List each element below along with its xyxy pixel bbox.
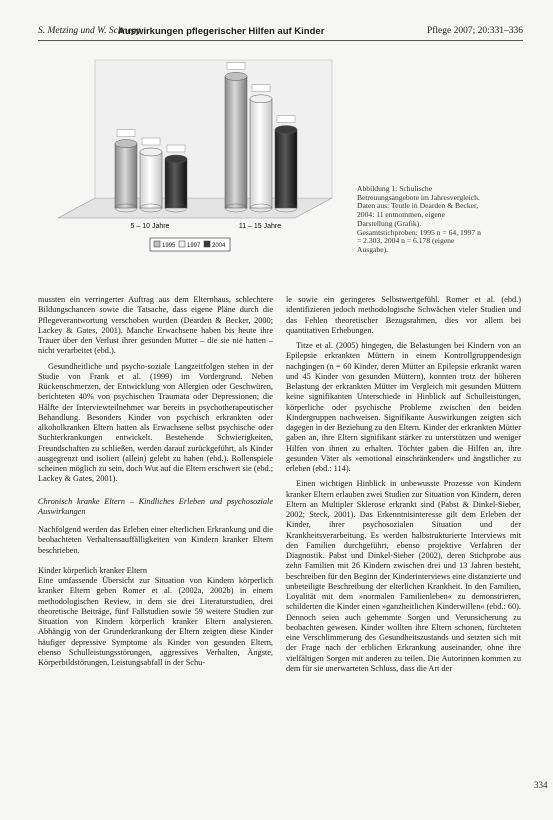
data-label-box <box>167 145 185 152</box>
paragraph: Gesundheitliche und psycho-soziale Langzeitfolgen stehen in der Studie von Frank et al. (1999) im Vordergrund. Neben Rückenschmerzen, der Entwicklung von Allergien oder Geschwüren, berichteten 40% von psychischen Traumata oder Depressionen; die Hälfte der Interviewteilnehmer war bereits in psychotherapeutischer Behandlung. Besonders Kinder von psychisch erkrankten oder alkoholkranken Eltern hatten als Erwachsene selbst psychische oder Suchterkrankungen entwickelt. Bestehende Schwierigkeiten, Freundschaften zu schließen, werden darauf zurückgeführt, als Kinder ausgegrenzt und isoliert (allein) gelebt zu haben (ebd.). Rollenspiele scheinen möglich zu sein, doch Wut auf die Eltern erschwert sie (ebd.; Lackey & Gates, 2001). <box>38 361 273 484</box>
bar-2004-2 <box>275 126 297 212</box>
data-label-box <box>277 116 295 123</box>
right-column <box>286 295 521 679</box>
paragraph: Nachfolgend werden das Erleben einer elterlichen Erkrankung und die beobachteten Verhaltensauffälligkeiten von Kindern kranker Eltern beschrieben. <box>38 525 273 555</box>
data-label-box <box>252 85 270 92</box>
legend-swatch <box>154 241 160 247</box>
paragraph: le sowie ein geringeres Selbstwertgefühl. Romer et al. (ebd.) identifizieren jedoch methodologische Schwächen vieler Studien und das Fehlen theoretischer Bezugsrahmen, dies vor allem bei quantitativen Erhebungen. <box>286 295 521 335</box>
legend-swatch <box>204 241 210 247</box>
header-rule <box>38 40 523 41</box>
data-label-box <box>142 138 160 145</box>
category-label: 5 – 10 Jahre <box>130 223 170 230</box>
data-label-box <box>117 130 135 137</box>
bar-1997-1 <box>140 148 162 212</box>
header-journal: Pflege 2007; 20:331–336 <box>426 26 523 36</box>
bar-1995-2 <box>225 72 247 212</box>
data-label-box <box>227 62 245 69</box>
chart-legend <box>150 238 230 251</box>
bar-chart <box>40 58 340 263</box>
legend-label: 1995 <box>162 243 176 249</box>
running-header <box>38 26 523 40</box>
header-authors: S. Metzing und W. Schnepp <box>38 26 142 36</box>
left-column <box>38 295 273 673</box>
figure-caption: Abbildung 1: Schulische Betreuungsangebote im Jahresvergleich. Daten aus: Teutle in Dearden & Becker, 2004: 11 entnommen, eigene Darstellung (Grafik). Gesamtstichproben: 1995 n = 64, 1997 n = 2.303, 2004 n = 6.178 (eigene Ausgabe). <box>357 184 481 254</box>
header-title: Auswirkungen pflegerischer Hilfen auf Kinder <box>118 26 325 37</box>
paragraph: Einen wichtigen Hinblick in unbewusste Prozesse von Kindern kranker Eltern erlauben zwei Studien zur Situation von Kindern, deren Eltern an Multipler Sklerose erkrankt sind (Pabst & Dinkel-Sieber, 2002; Steck, 2001). Das Erkenntnisinteresse gilt dem Erleben der Kinder, ihrer psychosozialen Situation und der Krankheitsverarbeitung. Es werden halbstrukturierte Interviews mit den Familien durchgeführt, ebenso projektive Verfahren der Diagnostik. Pabst und Dinkel-Sieber (2002), deren Stichprobe aus zehn Familien mit 26 Kindern zwischen drei und 13 Jahren besteht, beschreiben für den Beginn der Kinderinterviews eine distanzierte und unbeteiligte Beschreibung der elterlichen Krankheit. In den Familien, Loyalität mit dem »normalen Familienleben« zu demonstrieren, schilderten die Kinder einen »ganzheitlichen Kinderwillen« (ebd.: 60). Dennoch seien auch gehemmte Sorgen und Verunsicherung zu beobachten gewesen. Kinder wollten ihre Eltern schonen, fürchteten eine Verschlimmerung des Gesundheitszustands und setzten sich mit der Frage nach der erblichen Erkrankung auseinander, ohne ihre vielfältigen Sorgen mit anderen zu teilen. Die Autorinnen kommen zu dem für sie unerwarteten Schluss, dass die Art der <box>286 479 521 673</box>
subsection-heading: Kinder körperlich kranker Eltern <box>38 565 147 575</box>
category-label: 11 – 15 Jahre <box>238 223 282 230</box>
legend-label: 1997 <box>187 243 201 249</box>
legend-swatch <box>179 241 185 247</box>
bar-1997-2 <box>250 95 272 212</box>
section-heading: Chronisch kranke Eltern – Kindliches Erleben und psychosoziale Auswirkungen <box>38 496 273 516</box>
page-number: 334 <box>534 780 548 790</box>
paragraph: Titze et al. (2005) hingegen, die Belastungen bei Kindern von an Epilepsie erkrankten Müttern in einem Kontrollgruppendesign nachgingen (n = 60 Kinder, deren Mütter an Epilepsie erkrankt waren und 45 Kinder von gesunden Müttern), konnten trotz der höheren Belastung der erkrankten Mütter im Vergleich mit gesunden Müttern keine signifikanten Unterschiede in Hinblick auf Schulleistungen, körperliche oder psychische Probleme zwischen den beiden Kindergruppen nachweisen. Signifikante Auswirkungen zeigten sich dagegen in der Beziehung zu den Eltern. Kinder der erkrankten Mütter gaben an, ihre Eltern signifikant stärker zu unterstützen und weniger Hilfen von ihnen zu erhalten. Töchter gaben die Hilfen an, ihre gesunden Väter als »emotional einschränkender« und ängstlicher zu erleben (ebd.: 114). <box>286 341 521 473</box>
legend-label: 2004 <box>212 243 226 249</box>
bar-1995-1 <box>115 140 137 212</box>
paragraph: Eine umfassende Übersicht zur Situation von Kindern körperlich kranker Eltern geben Romer et al. (2002a, 2002b) in einem methodologischen Review, in dem sie drei Literaturstudien, drei theoretische Beiträge, fünf Fallstudien sowie 59 weitere Studien zur Situation von Kindern körperlich kranker Eltern analysieren. Abhängig von der Grunderkrankung der Eltern zeigten diese Kinder häufiger depressive Symptome als Kinder von gesunden Eltern, ebenso Schulleistungsstörungen, aggressives Verhalten, Ängste, Körperbildstörungen, Leistungsabfall in der Schu- <box>38 576 273 667</box>
bar-2004-1 <box>165 155 187 212</box>
paragraph: mussten ein verringerter Auftrag aus dem Elternhaus, schlechtere Bildungschancen sowie die Tatsache, dass eigene Pläne durch die Pflegeverantwortung verschoben wurden (Dearden & Becker, 2000; Lackey & Gates, 2001). Manche Erwachsene haben bis heute ihre Trauer über den Verlust ihrer gesunden Mutter – die sie nie hatten – nicht verarbeitet (ebd.). <box>38 295 273 356</box>
